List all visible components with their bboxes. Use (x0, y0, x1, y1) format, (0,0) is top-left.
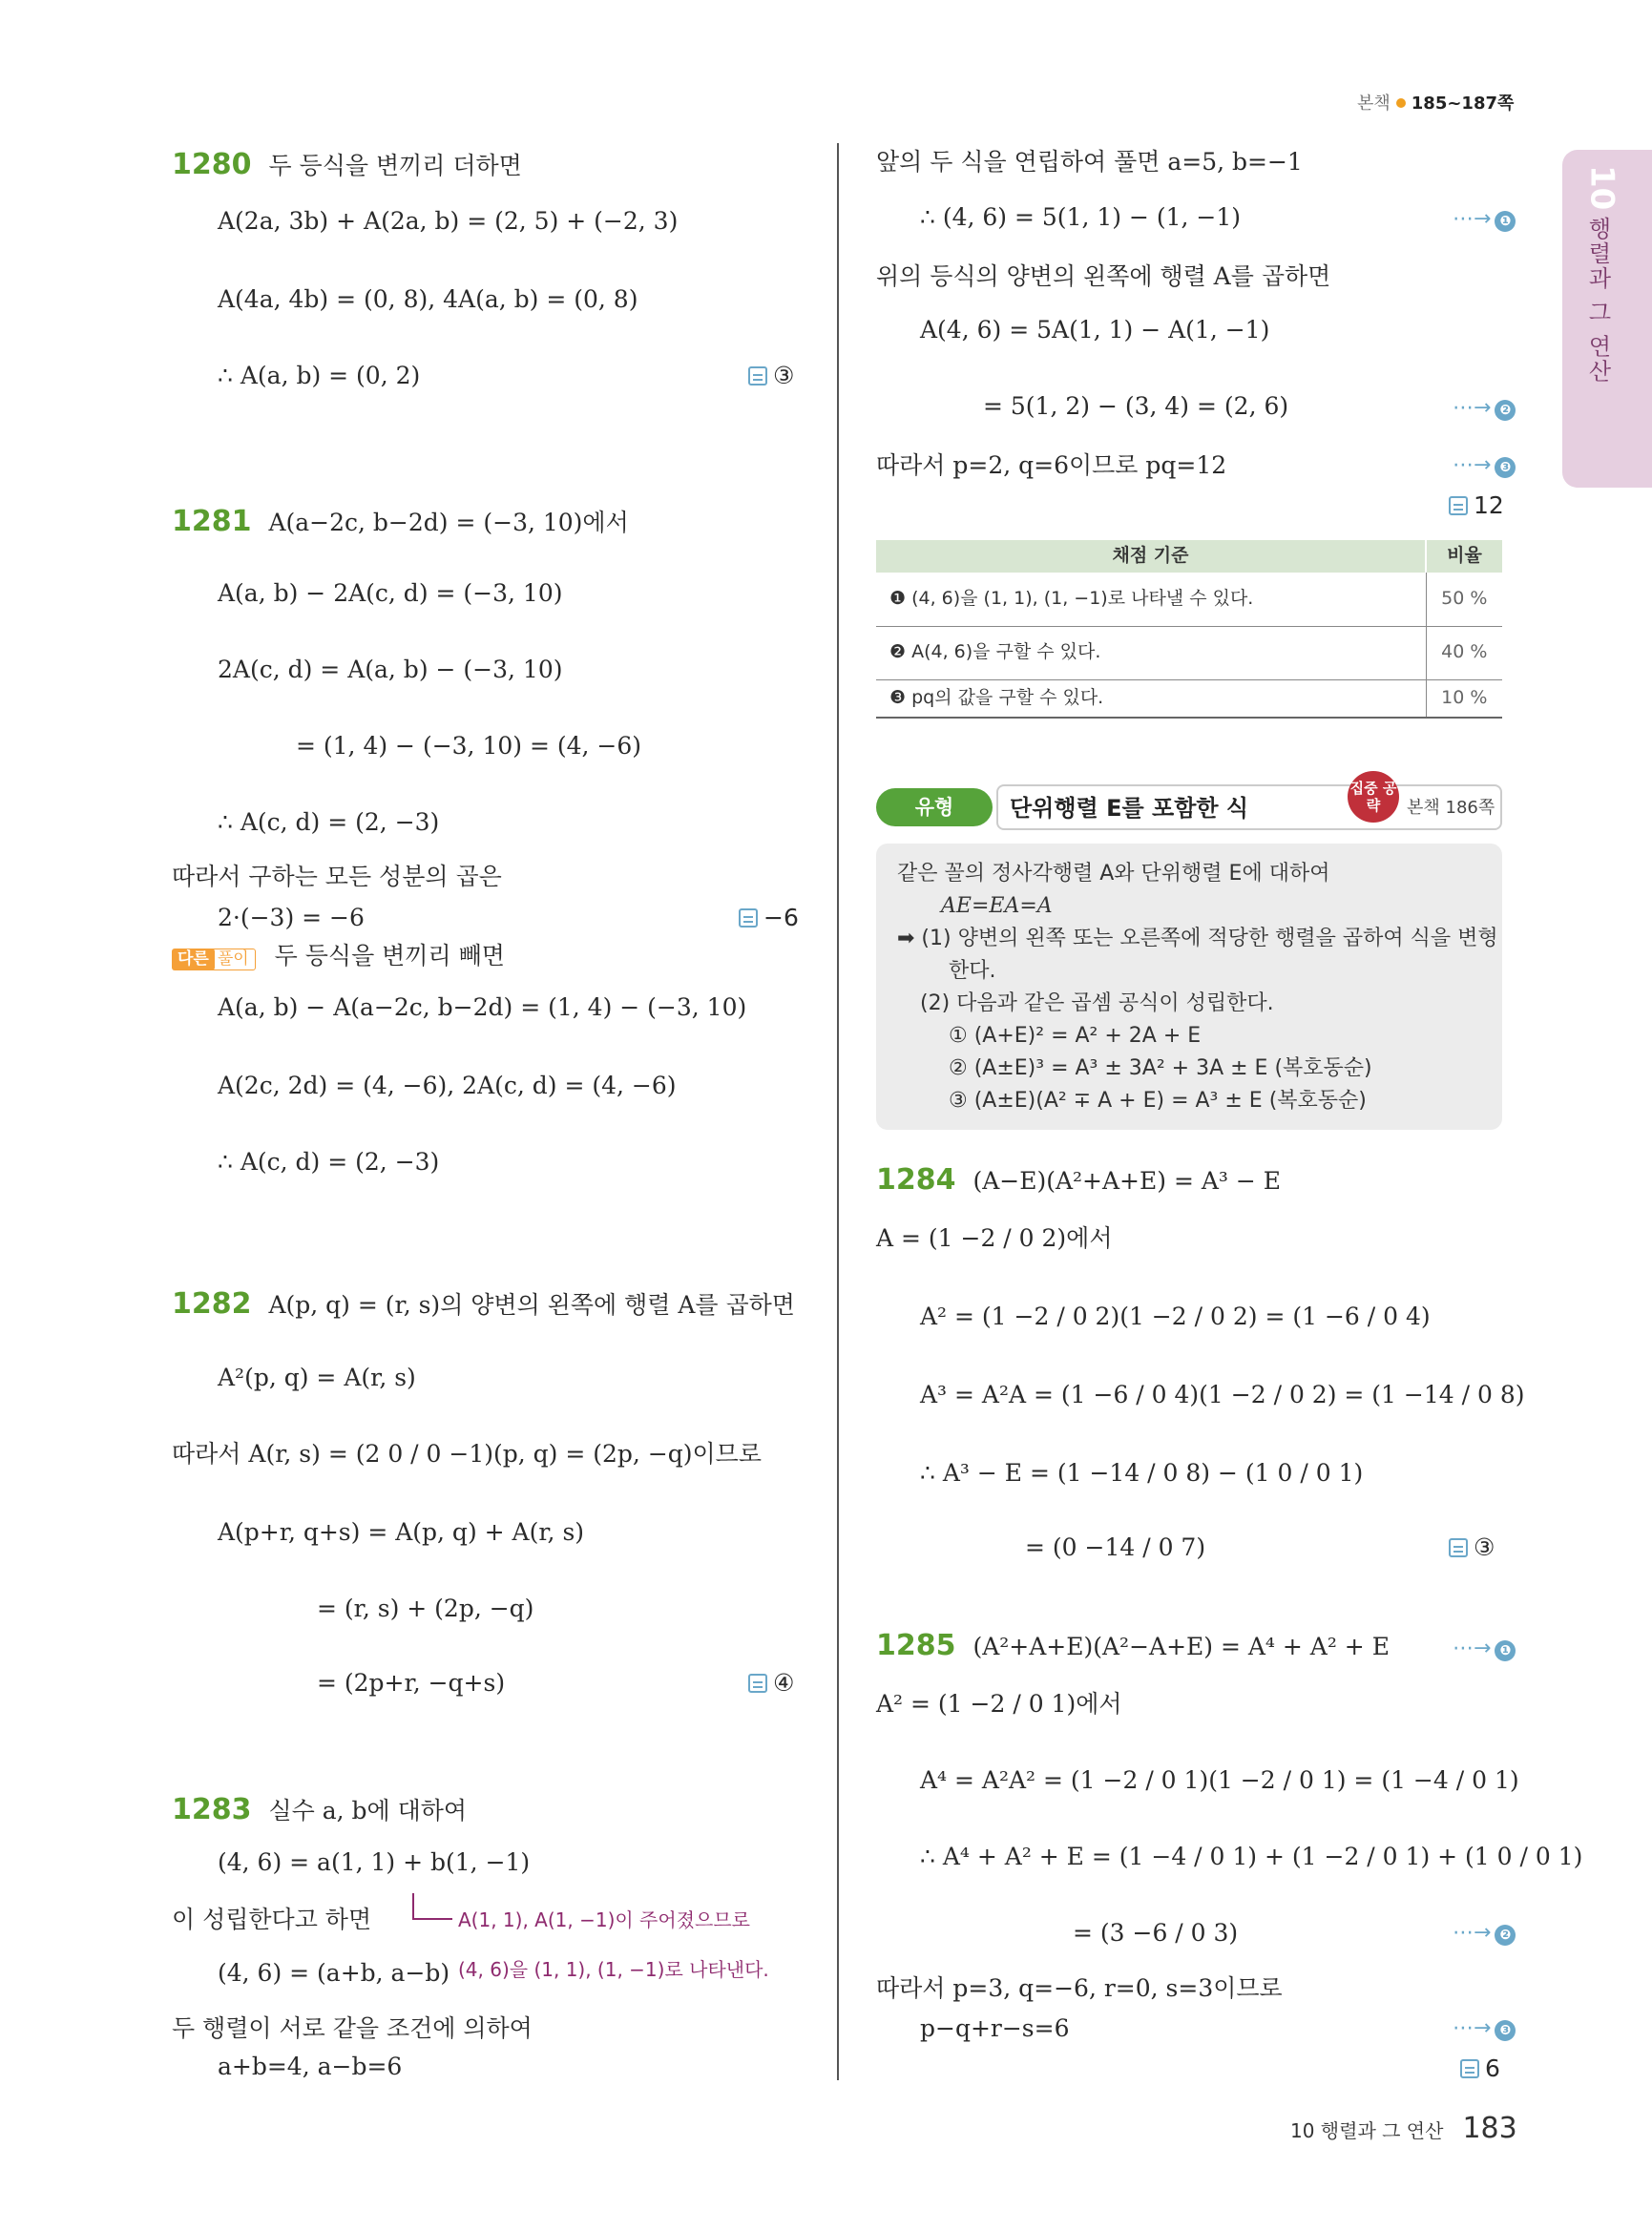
answer-value: 12 (1474, 491, 1504, 519)
problem-intro: A(p, q) = (r, s)의 양변의 왼쪽에 행렬 A를 곱하면 (268, 1291, 795, 1319)
focus-badge: 집중 공략 (1348, 771, 1399, 823)
alt-intro: 두 등식을 변끼리 빼면 (274, 942, 505, 970)
math-line: = (1, 4) − (−3, 10) = (4, −6) (296, 732, 642, 760)
answer-1285 (1460, 2054, 1500, 2083)
math-line: p−q+r−s=6 (920, 2014, 1070, 2042)
summary-line: (2) 다음과 같은 곱셈 공식이 성립한다. (920, 991, 1274, 1015)
rate-cell: 10 % (1426, 679, 1502, 718)
criterion-cell: ❶ (4, 6)을 (1, 1), (1, −1)로 나타낼 수 있다. (876, 573, 1426, 626)
table-row (876, 679, 1502, 718)
text-line: 따라서 p=3, q=−6, r=0, s=3이므로 (876, 1974, 1283, 2002)
math-line: A(2c, 2d) = (4, −6), 2A(c, d) = (4, −6) (218, 1072, 677, 1099)
header-label: 본책 (1357, 94, 1391, 114)
problem-intro: (A−E)(A²+A+E) = A³ − E (972, 1167, 1281, 1195)
problem-intro: (A²+A+E)(A²−A+E) = A⁴ + A² + E (972, 1633, 1390, 1660)
step-marker-2: ⋯→ ❷ (1453, 395, 1516, 422)
text-line: 따라서 p=2, q=6이므로 pq=12 (876, 451, 1227, 479)
math-line: A(p+r, q+s) = A(p, q) + A(r, s) (218, 1518, 585, 1546)
summary-line: 한다. (949, 959, 996, 983)
scoring-table (876, 540, 1502, 719)
step-marker-1: ⋯→ ❶ (1453, 1636, 1516, 1662)
answer-1283 (1449, 490, 1504, 520)
problem-number: 1285 (876, 1629, 956, 1662)
math-line: ∴ A(c, d) = (2, −3) (218, 1148, 440, 1176)
chapter-number: 10 (1582, 165, 1621, 211)
math-line: = (2p+r, −q+s) (317, 1669, 506, 1697)
problem-1280 (172, 147, 522, 183)
math-line: A(a, b) − A(a−2c, b−2d) = (1, 4) − (−3, 10) (218, 993, 747, 1021)
math-line: ∴ A³ − E = (1 −14 / 0 8) − (1 0 / 0 1) (920, 1459, 1364, 1487)
math-line: = (3 −6 / 0 3) (1073, 1919, 1239, 1947)
step-marker-3: ⋯→ ❸ (1453, 452, 1516, 479)
page-header (1357, 94, 1514, 115)
text-line: 두 행렬이 서로 같을 조건에 의하여 (172, 2014, 533, 2042)
margin-note: A(1, 1), A(1, −1)이 주어졌으므로 (458, 1908, 750, 1931)
math-line: A³ = A²A = (1 −6 / 0 4)(1 −2 / 0 2) = (1 −14 / 0 8) (920, 1381, 1525, 1408)
answer-value: ③ (773, 362, 795, 389)
answer-icon (748, 1674, 767, 1693)
text-line: 따라서 구하는 모든 성분의 곱은 (172, 863, 502, 890)
answer-1284 (1449, 1533, 1495, 1562)
math-line: = (0 −14 / 0 7) (1025, 1533, 1206, 1561)
summary-line: 같은 꼴의 정사각행렬 A와 단위행렬 E에 대하여 (897, 862, 1330, 886)
answer-1280 (748, 361, 794, 390)
math-line: ∴ A(a, b) = (0, 2) (218, 362, 421, 389)
answer-icon (1449, 496, 1468, 515)
alt-solution (172, 941, 505, 970)
page-number: 183 (1462, 2112, 1517, 2145)
math-line: A(2a, 3b) + A(2a, b) = (2, 5) + (−2, 3) (218, 207, 679, 235)
problem-number: 1281 (172, 505, 252, 538)
answer-1281 (739, 903, 799, 932)
math-line: A = (1 −2 / 0 2)에서 (876, 1224, 1113, 1252)
answer-value: 6 (1485, 2054, 1500, 2082)
problem-1281 (172, 504, 629, 540)
math-line: = 5(1, 2) − (3, 4) = (2, 6) (983, 392, 1289, 420)
alt-tag-2: 풀이 (211, 949, 256, 970)
answer-value: ④ (773, 1669, 795, 1697)
math-line: = (r, s) + (2p, −q) (317, 1595, 534, 1622)
math-line: ∴ A⁴ + A² + E = (1 −4 / 0 1) + (1 −2 / 0 1) + (1 0 / 0 1) (920, 1843, 1583, 1870)
math-line: (4, 6) = a(1, 1) + b(1, −1) (218, 1848, 531, 1876)
answer-icon (1449, 1538, 1468, 1557)
margin-note: (4, 6)을 (1, 1), (1, −1)로 나타낸다. (458, 1958, 769, 1981)
math-line: A⁴ = A²A² = (1 −2 / 0 1)(1 −2 / 0 1) = (1 −4 / 0 1) (920, 1766, 1519, 1794)
chapter-title: 행렬과 그 연산 (1584, 217, 1611, 385)
math-line: A(a, b) − 2A(c, d) = (−3, 10) (218, 579, 563, 607)
answer-icon (748, 366, 767, 386)
answer-value: −6 (763, 904, 799, 931)
math-line: ∴ A(c, d) = (2, −3) (218, 808, 440, 836)
math-line: ∴ (4, 6) = 5(1, 1) − (1, −1) (920, 203, 1242, 231)
text-line: 이 성립한다고 하면 (172, 1906, 372, 1933)
answer-1282 (748, 1668, 794, 1698)
note-bracket (412, 1893, 452, 1920)
column-header: 채점 기준 (876, 540, 1426, 573)
problem-number: 1284 (876, 1163, 956, 1197)
math-line: 따라서 A(r, s) = (2 0 / 0 −1)(p, q) = (2p, −q)이므로 (172, 1440, 762, 1468)
type-section-header (876, 780, 1502, 832)
problem-1283 (172, 1792, 467, 1828)
type-pill: 유형 (876, 788, 993, 826)
problem-number: 1280 (172, 148, 252, 181)
header-dot-icon (1396, 98, 1406, 108)
summary-line: ③ (A±E)(A² ∓ A + E) = A³ ± E (복호동순) (949, 1089, 1367, 1113)
problem-intro: A(a−2c, b−2d) = (−3, 10)에서 (268, 509, 629, 536)
answer-value: ③ (1474, 1533, 1495, 1561)
math-line: a+b=4, a−b=6 (218, 2053, 403, 2080)
problem-number: 1282 (172, 1287, 252, 1321)
column-header: 비율 (1426, 540, 1502, 573)
problem-intro: 실수 a, b에 대하여 (268, 1797, 468, 1824)
summary-line: ① (A+E)² = A² + 2A + E (949, 1024, 1202, 1048)
chapter-side-tab[interactable] (1562, 150, 1652, 488)
problem-1284 (876, 1162, 1281, 1199)
footer-chapter: 10 행렬과 그 연산 (1290, 2119, 1444, 2142)
math-line: A(4a, 4b) = (0, 8), 4A(a, b) = (0, 8) (218, 285, 638, 313)
table-row (876, 573, 1502, 626)
page-footer (1290, 2111, 1517, 2147)
criterion-cell: ❸ pq의 값을 구할 수 있다. (876, 679, 1426, 718)
header-pages: 185~187쪽 (1411, 94, 1515, 114)
math-line: (4, 6) = (a+b, a−b) (218, 1959, 450, 1987)
column-divider (837, 143, 839, 2080)
math-line: 2A(c, d) = A(a, b) − (−3, 10) (218, 656, 563, 683)
answer-icon (739, 908, 758, 928)
math-line: A(4, 6) = 5A(1, 1) − A(1, −1) (920, 316, 1270, 344)
problem-1282 (172, 1286, 795, 1323)
step-marker-1: ⋯→ ❶ (1453, 206, 1516, 233)
math-line: A² = (1 −2 / 0 2)(1 −2 / 0 2) = (1 −6 / 0 4) (920, 1303, 1431, 1330)
summary-line: AE=EA=A (941, 894, 1053, 918)
criterion-cell: ❷ A(4, 6)을 구할 수 있다. (876, 626, 1426, 679)
type-title: 단위행렬 E를 포함한 식 (1010, 795, 1249, 822)
page-reference[interactable]: 본책 186쪽 (1407, 798, 1495, 818)
step-marker-3: ⋯→ ❸ (1453, 2015, 1516, 2042)
math-line: A²(p, q) = A(r, s) (218, 1364, 416, 1391)
problem-number: 1283 (172, 1793, 252, 1826)
answer-icon (1460, 2059, 1479, 2078)
table-row (876, 626, 1502, 679)
text-line: 앞의 두 식을 연립하여 풀면 a=5, b=−1 (876, 148, 1303, 176)
summary-box (876, 844, 1502, 1130)
table-header-row (876, 540, 1502, 573)
math-line: A² = (1 −2 / 0 1)에서 (876, 1690, 1122, 1718)
rate-cell: 40 % (1426, 626, 1502, 679)
problem-intro: 두 등식을 변끼리 더하면 (268, 152, 522, 179)
rate-cell: 50 % (1426, 573, 1502, 626)
step-marker-2: ⋯→ ❷ (1453, 1920, 1516, 1947)
text-line: 위의 등식의 양변의 왼쪽에 행렬 A를 곱하면 (876, 262, 1331, 290)
summary-line: ➡ (1) 양변의 왼쪽 또는 오른쪽에 적당한 행렬을 곱하여 식을 변형 (897, 927, 1498, 950)
alt-tag: 다른 (172, 949, 215, 970)
problem-1285 (876, 1628, 1390, 1664)
math-line: 2·(−3) = −6 (218, 904, 365, 931)
summary-line: ② (A±E)³ = A³ ± 3A² + 3A ± E (복호동순) (949, 1056, 1372, 1080)
